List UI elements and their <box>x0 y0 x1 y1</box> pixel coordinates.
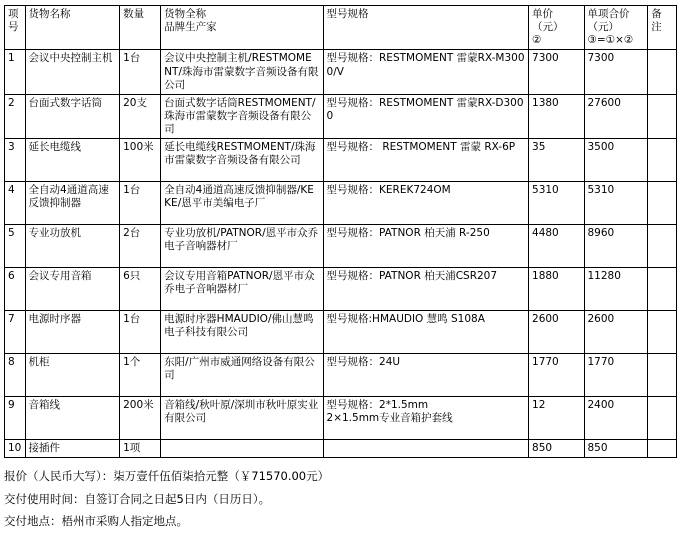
cell-note <box>648 182 677 225</box>
cell-unit-price: 12 <box>529 397 584 440</box>
cell-full-name: 会议中央控制主机/RESTMOMENT/珠海市雷蒙数字音频设备有限公司 <box>161 50 323 94</box>
cell-sub-total: 2600 <box>584 311 648 354</box>
cell-model: 型号规格：24U <box>323 354 529 397</box>
cell-sub-total: 1770 <box>584 354 648 397</box>
cell-model <box>323 397 529 440</box>
cell-name: 延长电缆线 <box>25 139 120 182</box>
cell-model: 型号规格：PATNOR 柏天浦 R-250 <box>323 225 529 268</box>
cell-unit-price: 4480 <box>529 225 584 268</box>
cell-name: 全自动4通道高速反馈抑制器 <box>25 182 120 225</box>
cell-sub-total: 27600 <box>584 94 648 138</box>
table-body <box>5 50 677 458</box>
cell-sub-total: 3500 <box>584 139 648 182</box>
table-row <box>5 94 677 138</box>
cell-qty: 1台 <box>120 311 161 354</box>
cell-unit-price: 1770 <box>529 354 584 397</box>
cell-qty: 1台 <box>120 182 161 225</box>
cell-note <box>648 268 677 311</box>
cell-index: 10 <box>5 440 26 458</box>
cell-model: 型号规格：RESTMOMENT 雷蒙RX-M3000/V <box>323 50 529 94</box>
cell-qty: 1台 <box>120 50 161 94</box>
cell-model-line2: 2×1.5mm专业音箱护套线 <box>326 412 453 425</box>
table-row <box>5 397 677 440</box>
cell-name: 机柜 <box>25 354 120 397</box>
header-sub-total-line3: ③=①×② <box>587 34 634 47</box>
cell-note <box>648 440 677 458</box>
header-full-name-line1: 货物全称 <box>164 8 207 20</box>
header-note-line2: 注 <box>651 21 662 34</box>
cell-note <box>648 139 677 182</box>
header-note <box>648 6 677 50</box>
cell-qty: 2台 <box>120 225 161 268</box>
cell-full-name: 音箱线/秋叶原/深圳市秋叶原实业有限公司 <box>161 397 323 440</box>
cell-model-line1: 型号规格：2*1.5mm <box>326 399 429 412</box>
cell-note <box>648 94 677 138</box>
cell-qty: 1项 <box>120 440 161 458</box>
cell-name: 会议专用音箱 <box>25 268 120 311</box>
header-full-name-line2: 品牌生产家 <box>164 21 217 34</box>
header-sub-total-line2: （元） <box>587 21 619 34</box>
header-sub-total <box>584 6 648 50</box>
table-row <box>5 440 677 458</box>
cell-full-name: 电源时序器HMAUDIO/佛山慧鸣电子科技有限公司 <box>161 311 323 354</box>
cell-model: 型号规格： RESTMOMENT 雷蒙 RX-6P <box>323 139 529 182</box>
cell-qty: 100米 <box>120 139 161 182</box>
cell-full-name: 台面式数字话筒RESTMOMENT/珠海市雷蒙数字音频设备有限公司 <box>161 94 323 138</box>
cell-model: 型号规格：KEREK724OM <box>323 182 529 225</box>
header-qty: 数量 <box>120 6 161 50</box>
header-name: 货物名称 <box>25 6 120 50</box>
cell-full-name <box>161 440 323 458</box>
table-row <box>5 268 677 311</box>
quote-total-line: 报价（人民币大写）：柒万壹仟伍佰柒拾元整（￥71570.00元） <box>4 469 330 484</box>
cell-unit-price: 5310 <box>529 182 584 225</box>
cell-index: 5 <box>5 225 26 268</box>
cell-full-name: 东阳/广州市威通网络设备有限公司 <box>161 354 323 397</box>
table-row <box>5 225 677 268</box>
cell-note <box>648 397 677 440</box>
table-row <box>5 139 677 182</box>
cell-sub-total: 5310 <box>584 182 648 225</box>
delivery-place-line: 交付地点：梧州市采购人指定地点。 <box>4 514 188 529</box>
cell-index: 2 <box>5 94 26 138</box>
footer-notes <box>4 465 679 532</box>
cell-full-name: 会议专用音箱PATNOR/恩平市众乔电子音响器材厂 <box>161 268 323 311</box>
cell-name: 会议中央控制主机 <box>25 50 120 94</box>
table-header <box>5 6 677 50</box>
cell-index: 3 <box>5 139 26 182</box>
quotation-table <box>4 5 677 458</box>
delivery-time-line: 交付使用时间：自签订合同之日起5日内（日历日）。 <box>4 491 271 506</box>
cell-model: 型号规格:HMAUDIO 慧鸣 S108A <box>323 311 529 354</box>
cell-name: 台面式数字话筒 <box>25 94 120 138</box>
cell-sub-total: 2400 <box>584 397 648 440</box>
cell-sub-total: 7300 <box>584 50 648 94</box>
cell-index: 9 <box>5 397 26 440</box>
cell-unit-price: 35 <box>529 139 584 182</box>
cell-note <box>648 311 677 354</box>
cell-unit-price: 7300 <box>529 50 584 94</box>
cell-model: 型号规格：RESTMOMENT 雷蒙RX-D3000 <box>323 94 529 138</box>
cell-model: 型号规格：PATNOR 柏天浦CSR207 <box>323 268 529 311</box>
header-unit-price-line1: 单价 <box>532 8 554 20</box>
cell-unit-price: 2600 <box>529 311 584 354</box>
cell-unit-price: 1380 <box>529 94 584 138</box>
cell-full-name: 延长电缆线RESTMOMENT/珠海市雷蒙数字音频设备有限公司 <box>161 139 323 182</box>
cell-note <box>648 50 677 94</box>
cell-sub-total: 850 <box>584 440 648 458</box>
header-unit-price <box>529 6 584 50</box>
header-model: 型号规格 <box>323 6 529 50</box>
cell-qty: 200米 <box>120 397 161 440</box>
table-row <box>5 182 677 225</box>
cell-sub-total: 8960 <box>584 225 648 268</box>
header-unit-price-line3: ② <box>532 34 542 47</box>
header-sub-total-line1: 单项合价 <box>587 8 630 20</box>
header-index: 项号 <box>5 6 26 50</box>
cell-note <box>648 354 677 397</box>
cell-qty: 20支 <box>120 94 161 138</box>
cell-index: 8 <box>5 354 26 397</box>
cell-full-name: 专业功放机/PATNOR/恩平市众乔电子音响器材厂 <box>161 225 323 268</box>
table-row <box>5 311 677 354</box>
cell-index: 7 <box>5 311 26 354</box>
cell-qty: 1个 <box>120 354 161 397</box>
cell-index: 4 <box>5 182 26 225</box>
cell-model <box>323 440 529 458</box>
cell-unit-price: 850 <box>529 440 584 458</box>
header-unit-price-line2: （元） <box>532 21 564 34</box>
cell-unit-price: 1880 <box>529 268 584 311</box>
cell-index: 1 <box>5 50 26 94</box>
cell-index: 6 <box>5 268 26 311</box>
cell-qty: 6只 <box>120 268 161 311</box>
header-note-line1: 备 <box>651 8 662 20</box>
table-header-row <box>5 6 677 50</box>
header-full-name <box>161 6 323 50</box>
cell-note <box>648 225 677 268</box>
cell-name: 电源时序器 <box>25 311 120 354</box>
cell-name: 接插件 <box>25 440 120 458</box>
cell-name: 专业功放机 <box>25 225 120 268</box>
cell-full-name: 全自动4通道高速反馈抑制器/KEKE/恩平市美编电子厂 <box>161 182 323 225</box>
table-row <box>5 50 677 94</box>
table-row <box>5 354 677 397</box>
cell-sub-total: 11280 <box>584 268 648 311</box>
cell-name: 音箱线 <box>25 397 120 440</box>
